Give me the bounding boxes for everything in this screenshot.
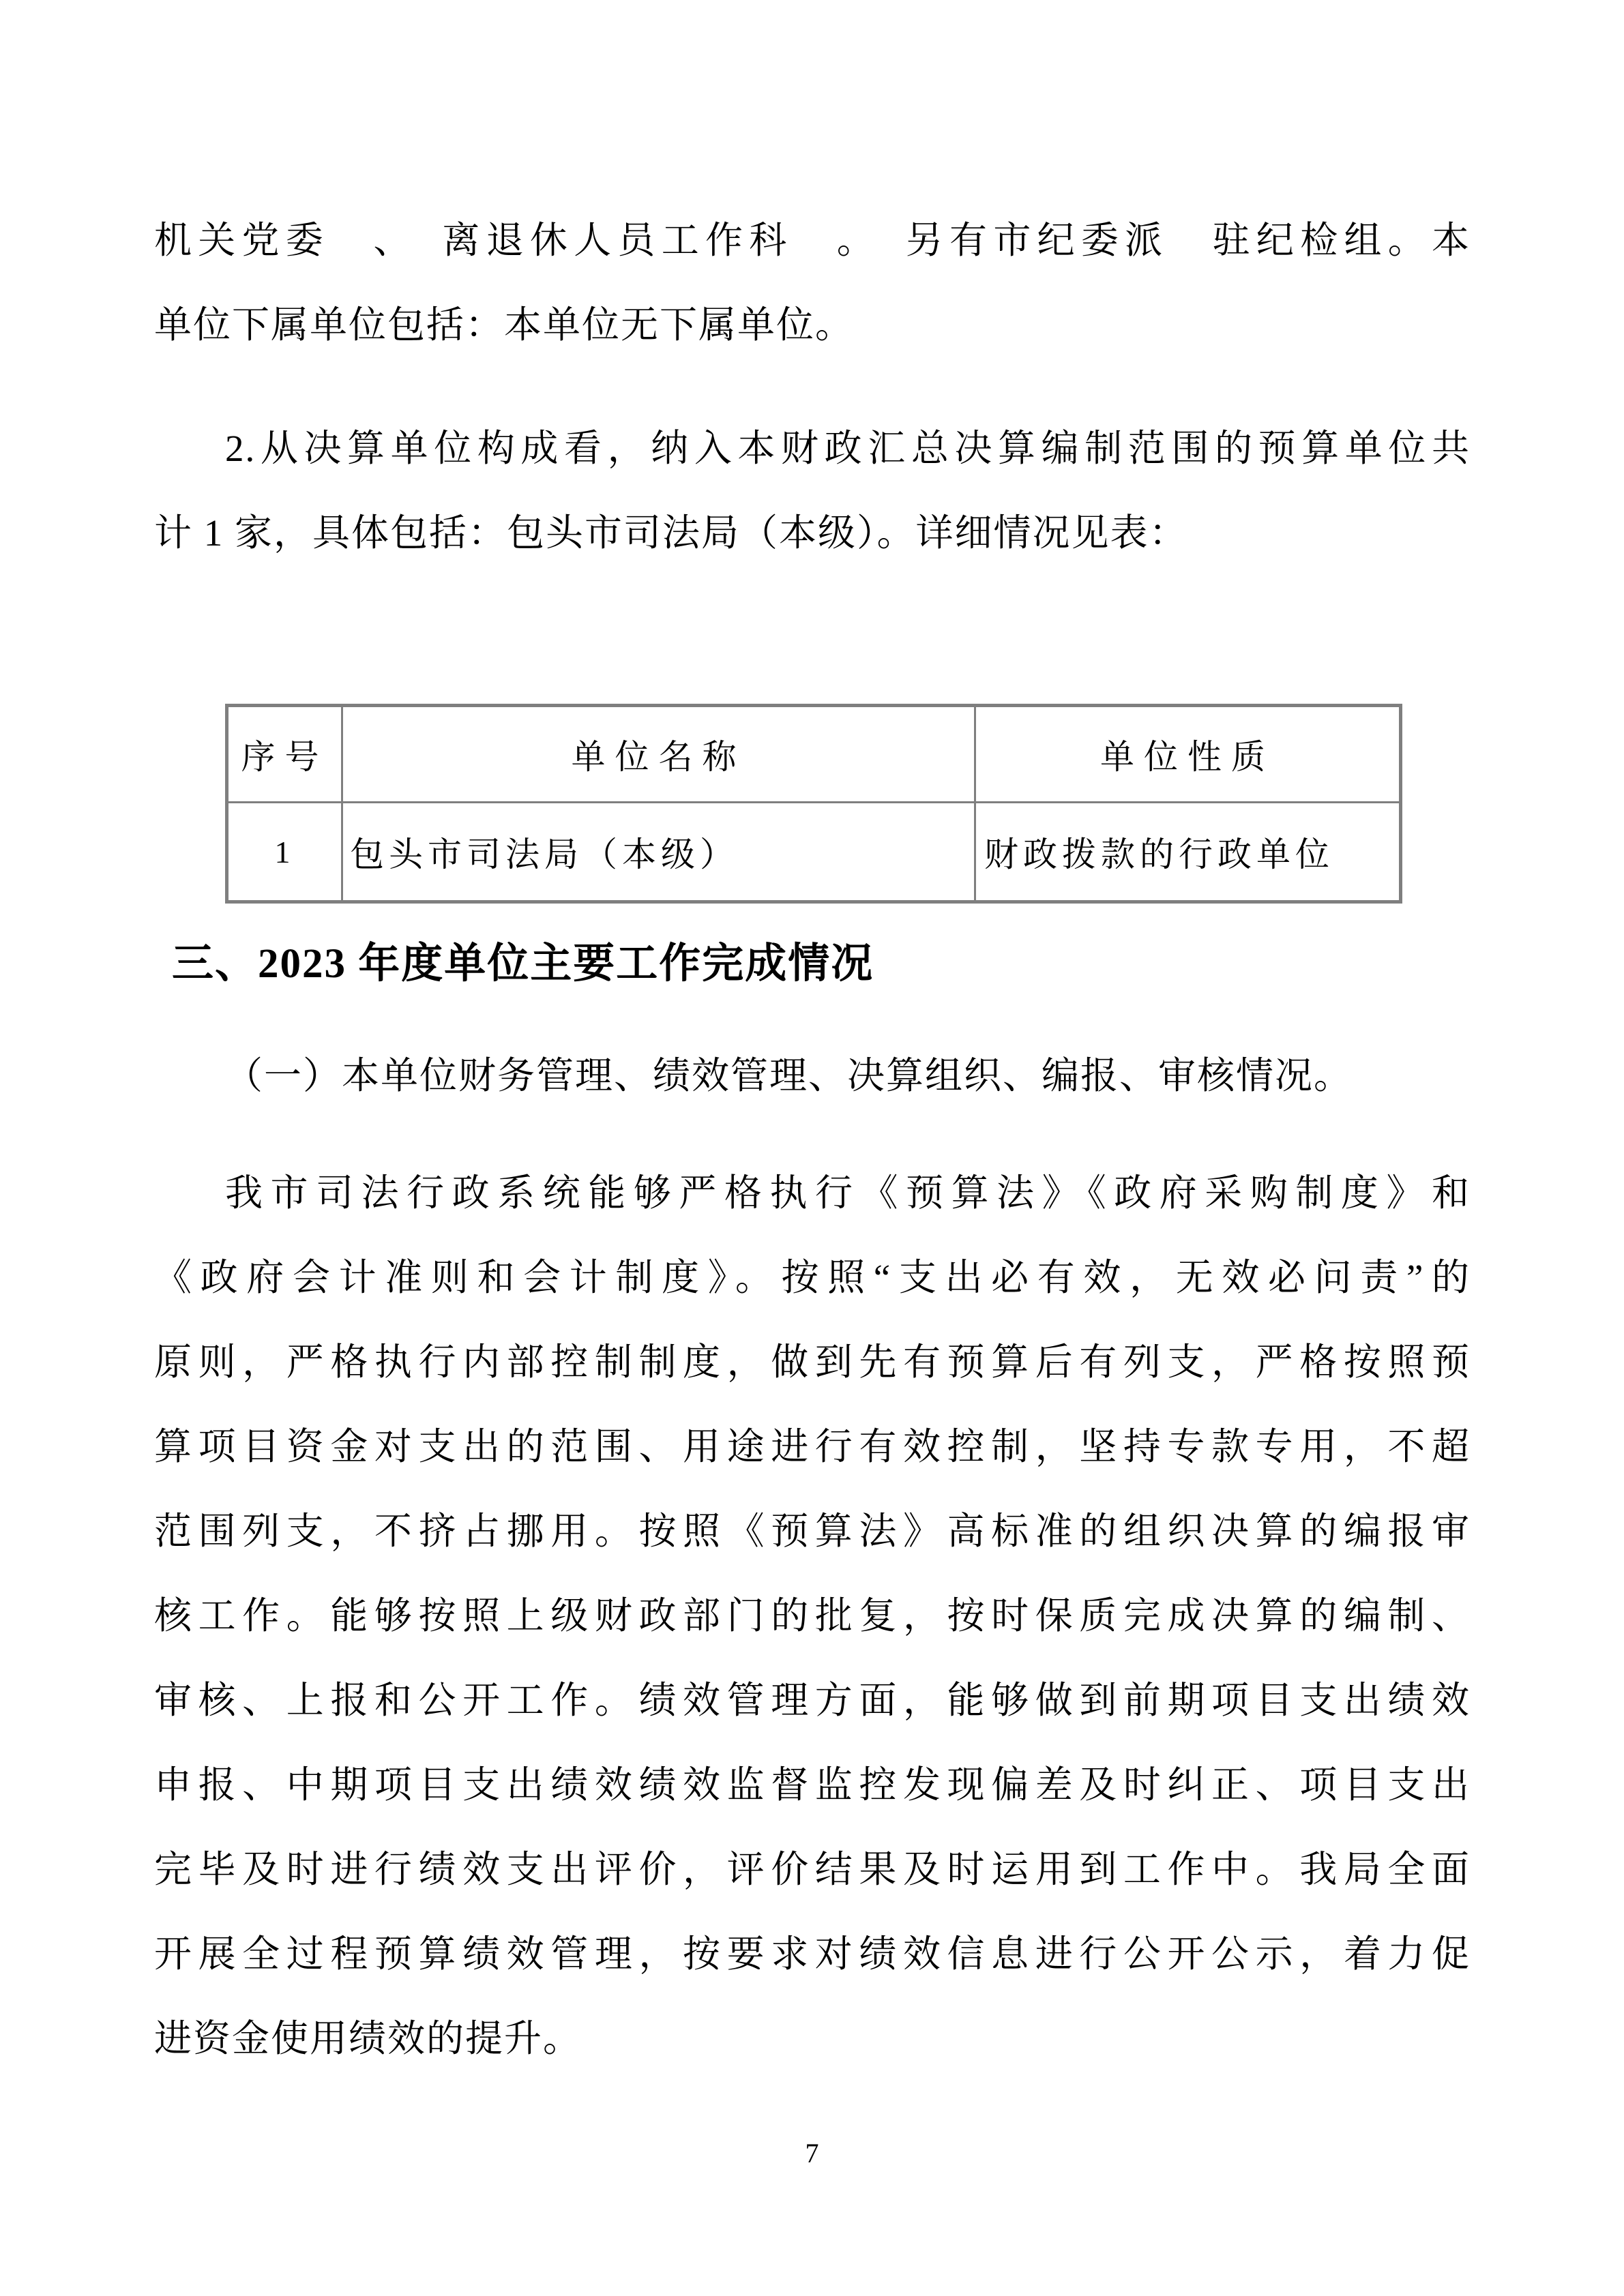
table-cell-serial: 1	[227, 803, 342, 902]
body-text-line: 单位下属单位包括：本单位无下属单位。	[154, 304, 855, 346]
units-table	[225, 704, 1402, 904]
body-text-line: 算项目资金对支出的范围、用途进行有效控制，坚持专款专用，不超	[154, 1426, 1471, 1467]
subsection-heading: （一）本单位财务管理、绩效管理、决算组织、编报、审核情况。	[225, 1055, 1353, 1097]
body-text-line: 机关党委 、 离退休人员工作科 。 另有市纪委派 驻纪检组。本	[154, 220, 1471, 261]
table-header-unit-type: 单位性质	[975, 706, 1401, 803]
page-number: 7	[805, 2138, 819, 2168]
body-text-line: 开展全过程预算绩效管理，按要求对绩效信息进行公开公示，着力促	[154, 1933, 1471, 1975]
section-heading: 三、2023 年度单位主要工作完成情况	[172, 941, 874, 987]
paragraph-3	[154, 1151, 1471, 2081]
table-header-serial: 序号	[227, 706, 342, 803]
body-text-line: 计 1 家，具体包括：包头市司法局（本级）。详细情况见表：	[154, 512, 1188, 554]
subsection-heading-block	[154, 1034, 1471, 1118]
body-text-line: 范围列支，不挤占挪用。按照《预算法》高标准的组织决算的编报审	[154, 1510, 1471, 1552]
section-heading-block	[154, 933, 1471, 996]
paragraph-2	[154, 406, 1471, 576]
body-text-line: 核工作。能够按照上级财政部门的批复，按时保质完成决算的编制、	[154, 1595, 1471, 1637]
paragraph-1	[154, 198, 1471, 368]
table-header-row	[227, 706, 1401, 803]
body-text-line: 《政府会计准则和会计制度》。按照“支出必有效，无效必问责”的	[154, 1257, 1471, 1298]
table-cell-unit-type: 财政拨款的行政单位	[975, 803, 1401, 902]
body-text-line: 完毕及时进行绩效支出评价，评价结果及时运用到工作中。我局全面	[154, 1849, 1471, 1890]
body-text-line: 申报、中期项目支出绩效绩效监督监控发现偏差及时纠正、项目支出	[154, 1764, 1471, 1806]
body-text-line: 审核、上报和公开工作。绩效管理方面，能够做到前期项目支出绩效	[154, 1680, 1471, 1721]
body-text-line: 2.从决算单位构成看，纳入本财政汇总决算编制范围的预算单位共	[225, 428, 1471, 469]
table-header-unit-name: 单位名称	[342, 706, 975, 803]
table-row	[227, 803, 1401, 902]
body-text-line: 我市司法行政系统能够严格执行《预算法》《政府采购制度》和	[225, 1172, 1471, 1214]
table-cell-unit-name: 包头市司法局（本级）	[342, 803, 975, 902]
body-text-line: 进资金使用绩效的提升。	[154, 2018, 582, 2059]
body-text-line: 原则，严格执行内部控制制度，做到先有预算后有列支，严格按照预	[154, 1341, 1471, 1383]
